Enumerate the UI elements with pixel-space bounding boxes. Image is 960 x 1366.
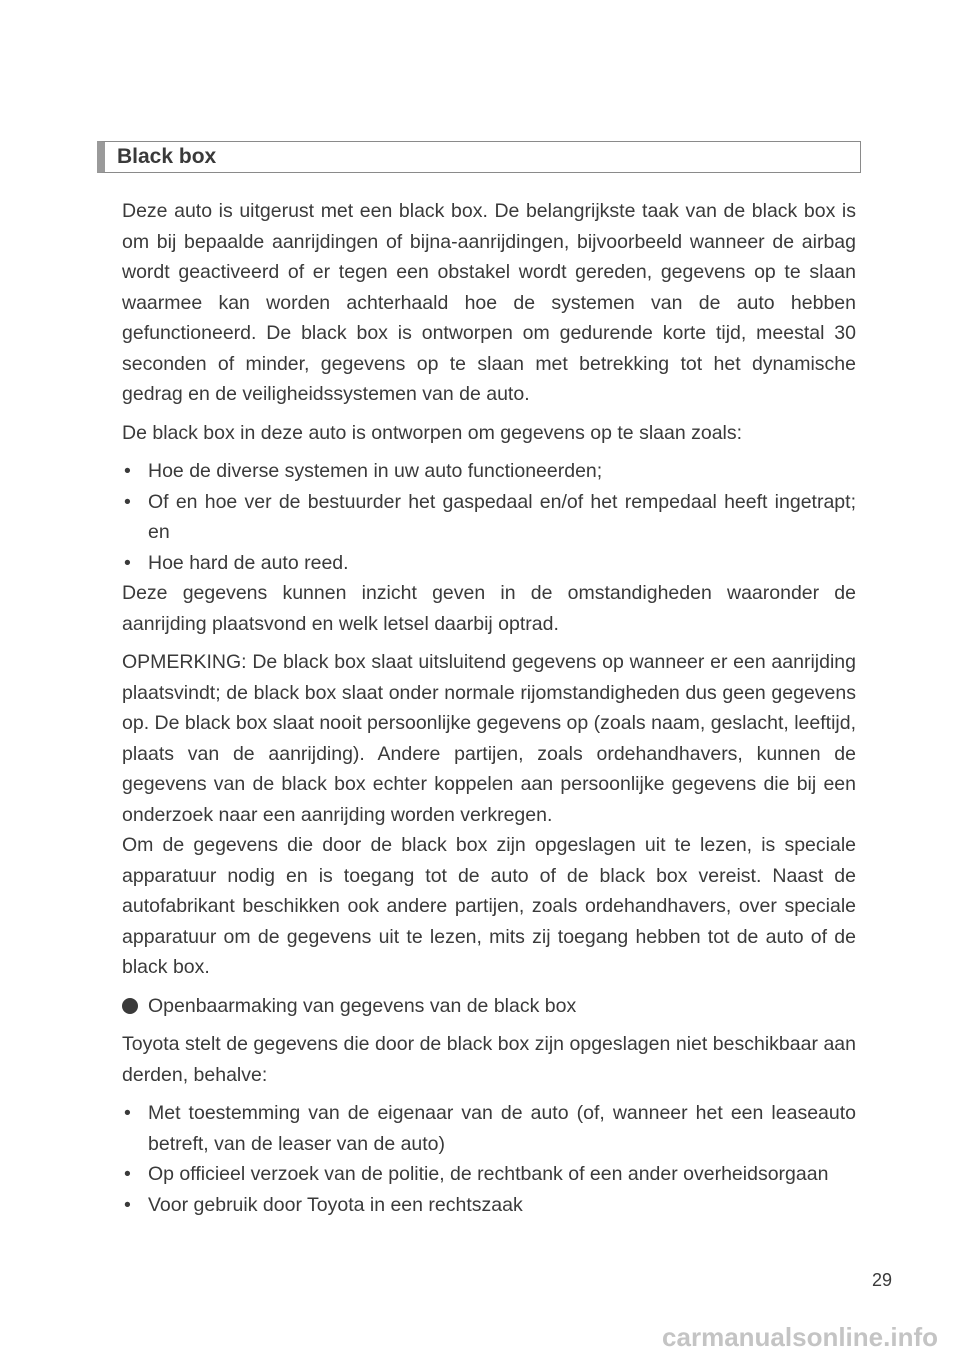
paragraph-disclosure: Toyota stelt de gegevens die door de black box zijn opgeslagen niet beschikbaar aan derden, behalve:: [122, 1033, 856, 1086]
paragraph-list-intro: De black box in deze auto is ontworpen om gegevens op te slaan zoals:: [122, 421, 743, 444]
bullet-icon: •: [124, 490, 131, 513]
data-list: [122, 456, 856, 578]
bullet-icon: •: [124, 460, 131, 482]
list-item: • Met toestemming van de eigenaar van de auto (of, wanneer het een leaseauto betreft, van de leaser van de auto): [122, 1098, 856, 1159]
bullet-icon: •: [124, 551, 131, 574]
list-item: • Hoe hard de auto reed.: [122, 548, 856, 579]
page-number: 29: [872, 1270, 893, 1290]
page-body: [122, 196, 856, 1220]
bullet-icon: •: [124, 1163, 131, 1185]
paragraph-intro: Deze auto is uitgerust met een black box. De belangrijkste taak van de black box is om bij bepaalde aanrijdingen of bijna-aanrijdingen, bijvoorbeeld wanneer de airbag wordt geactiveerd of er tegen een obstakel wordt gereden, gegevens op te slaan waarmee kan worden achterhaald hoe de systemen van de auto hebben gefunctioneerd. De black box is ontworpen om gedurende korte tijd, meestal 30 seconden of minder, gegevens op te slaan met betrekking tot het dynamische gedrag en de veiligheidssystemen van de auto.: [122, 200, 856, 405]
list-item: • Voor gebruik door Toyota in een rechtszaak: [122, 1190, 856, 1221]
paragraph-readout: Om de gegevens die door de black box zijn opgeslagen uit te lezen, is speciale apparatuur nodig en is toegang tot de auto of de black box vereist. Naast de autofabrikant beschikken ook andere partijen, zoals ordehandhavers, over speciale apparatuur om de gegevens uit te lezen, mits zij toegang hebben tot de auto of de black box.: [122, 834, 856, 978]
paragraph-note: OPMERKING: De black box slaat uitsluitend gegevens op wanneer er een aanrijding plaatsvindt; de black box slaat onder normale rijomstandigheden dus geen gegevens op. De black box slaat nooit persoonlijke gegevens op (zoals naam, geslacht, leeftijd, plaats van de aanrijding). Andere partijen, zoals ordehandhavers, kunnen de gegevens van de black box echter koppelen aan persoonlijke gegevens die bij een onderzoek naar een aanrijding worden verkregen.: [122, 651, 856, 826]
section-header: [97, 141, 861, 173]
bullet-icon: •: [124, 1102, 131, 1124]
section-title: Black box: [117, 145, 217, 168]
bullet-icon: •: [124, 1193, 131, 1216]
filled-circle-icon: [122, 998, 138, 1014]
list-item: • Op officieel verzoek van de politie, de rechtbank of een ander overheidsorgaan: [122, 1159, 856, 1190]
subheading: [122, 991, 856, 1022]
list-item: • Hoe de diverse systemen in uw auto functioneerden;: [122, 456, 856, 487]
subheading-text: Openbaarmaking van gegevens van de black box: [148, 994, 577, 1017]
disclosure-list: [122, 1098, 856, 1220]
list-item: • Of en hoe ver de bestuurder het gaspedaal en/of het rempedaal heeft ingetrapt; en: [122, 487, 856, 548]
watermark: carmanualsonline.info: [662, 1322, 938, 1352]
paragraph-insight: Deze gegevens kunnen inzicht geven in de omstandigheden waaronder de aanrijding plaatsvond en welk letsel daarbij optrad.: [122, 582, 856, 635]
